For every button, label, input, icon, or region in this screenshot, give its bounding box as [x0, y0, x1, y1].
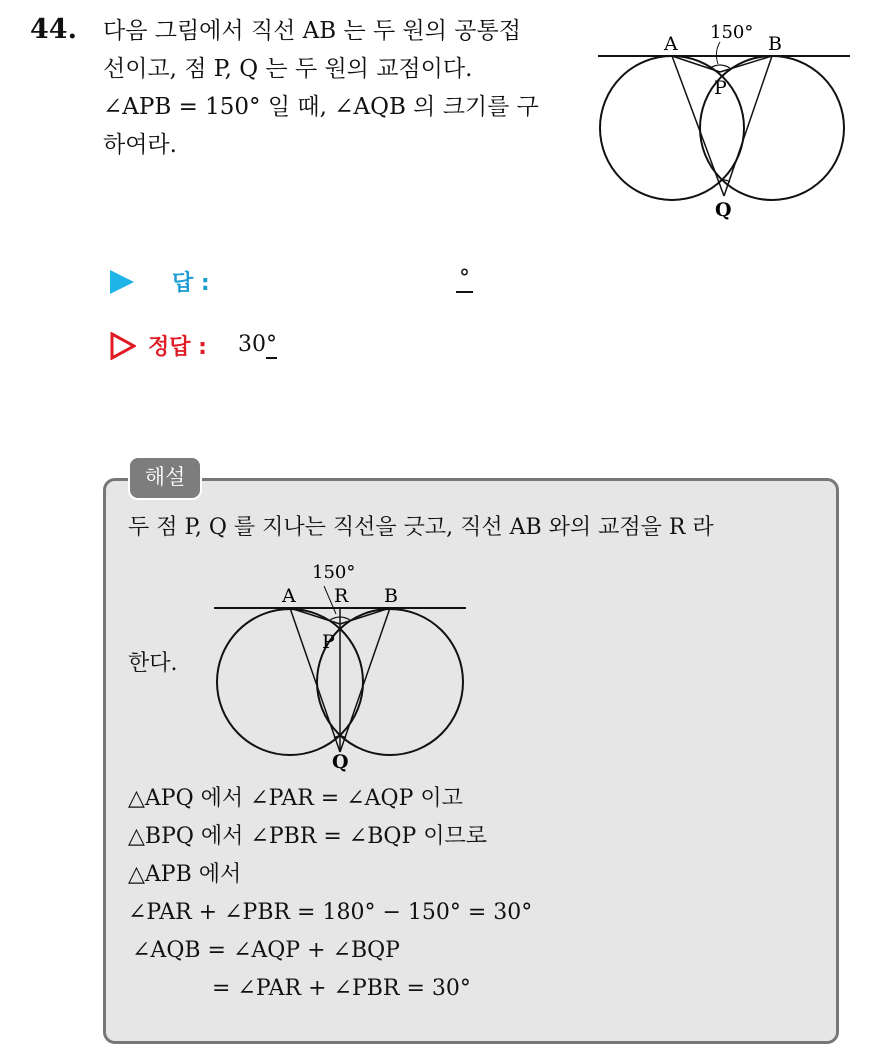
- angle-pointer: [716, 42, 720, 64]
- label-angle: 150°: [710, 22, 754, 43]
- angle-arc-p: [710, 65, 730, 68]
- segment-bq: [724, 56, 772, 196]
- solution-step: △BPQ 에서 ∠PBR = ∠BQP 이므로: [128, 824, 487, 849]
- label-p: P: [322, 631, 335, 653]
- question-line: 선이고, 점 P, Q 는 두 원의 교점이다.: [103, 56, 473, 82]
- label-b: B: [384, 585, 398, 607]
- solution-line: 두 점 P, Q 를 지나는 직선을 긋고, 직선 AB 와의 교점을 R 라: [128, 515, 714, 540]
- solution-figure: [210, 556, 480, 772]
- label-b: B: [768, 33, 782, 55]
- solution-step: ∠PAR + ∠PBR = 180° − 150° = 30°: [128, 900, 533, 925]
- label-a: A: [282, 585, 296, 607]
- label-q: Q: [332, 751, 349, 772]
- answer-unit: °: [456, 266, 473, 293]
- correct-label: 정답 :: [148, 335, 207, 360]
- solution-step: △APQ 에서 ∠PAR = ∠AQP 이고: [128, 786, 463, 811]
- question-line: ∠APB = 150° 일 때, ∠AQB 의 크기를 구: [103, 94, 539, 120]
- question-line: 다음 그림에서 직선 AB 는 두 원의 공통접: [103, 18, 521, 44]
- question-line: 하여라.: [103, 132, 177, 158]
- segment-ap: [290, 608, 340, 624]
- correct-unit: °: [266, 332, 277, 357]
- solution-step: ∠AQB = ∠AQP + ∠BQP: [132, 938, 400, 963]
- correct-value: [238, 332, 277, 357]
- solution-step: △APB 에서: [128, 862, 242, 887]
- play-icon: [110, 270, 134, 294]
- segment-bp: [340, 608, 390, 624]
- solution-tab: 해설: [128, 456, 202, 500]
- solution-step: = ∠PAR + ∠PBR = 30°: [212, 976, 471, 1001]
- left-circle: [217, 609, 363, 755]
- solution-steps: [128, 780, 532, 1008]
- question-number: 44.: [30, 14, 77, 45]
- question-figure: [596, 16, 856, 221]
- label-r: R: [334, 585, 349, 607]
- segment-bq: [340, 608, 390, 752]
- segment-ap: [672, 56, 720, 72]
- label-angle: 150°: [312, 562, 356, 583]
- answer-label: 답 :: [172, 271, 210, 296]
- segment-aq: [290, 608, 340, 752]
- label-q: Q: [715, 199, 732, 221]
- outline-play-icon: [110, 332, 136, 360]
- correct-number: 30: [238, 332, 266, 357]
- question-text: [103, 12, 573, 164]
- correct-answer-row: [110, 330, 530, 366]
- label-a: A: [664, 33, 678, 55]
- solution-line-end: 한다.: [128, 651, 178, 676]
- right-circle: [317, 609, 463, 755]
- answer-row: [110, 266, 530, 302]
- label-p: P: [714, 77, 727, 99]
- answer-blank[interactable]: [456, 266, 473, 291]
- segment-bp: [720, 56, 772, 72]
